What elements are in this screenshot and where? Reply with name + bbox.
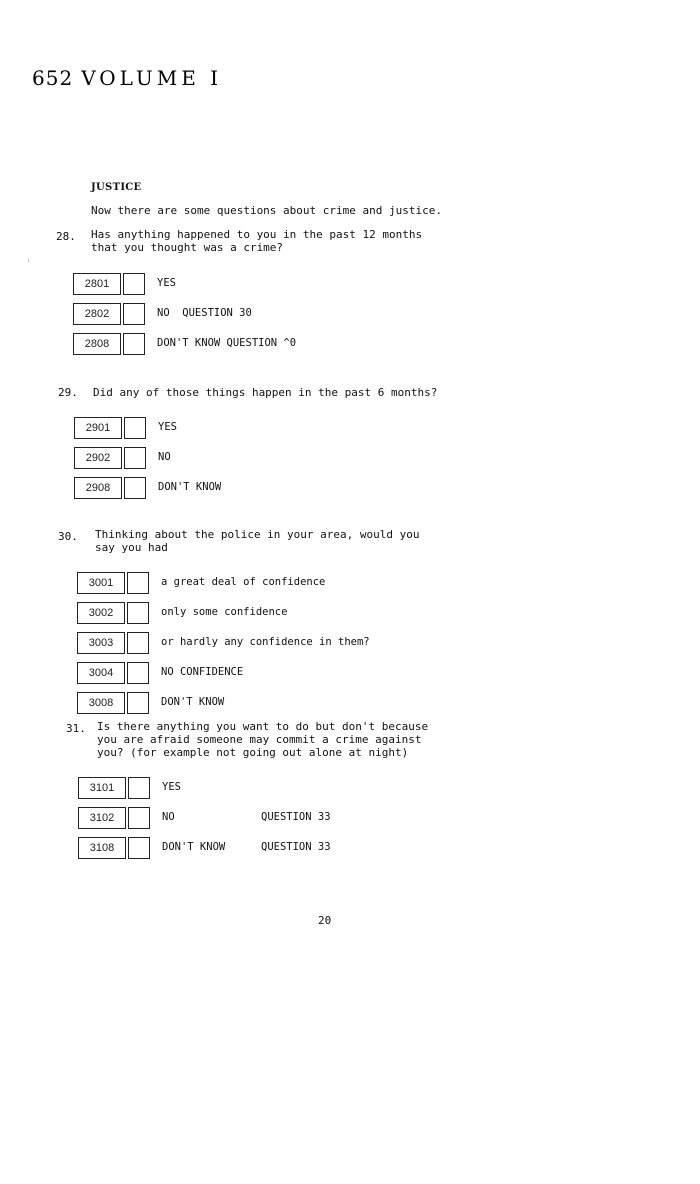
page-number: 20 — [318, 914, 332, 927]
response-code: 2808 — [73, 333, 121, 355]
answer-checkbox[interactable] — [127, 632, 149, 654]
answer-checkbox[interactable] — [124, 417, 146, 439]
response-code: 3101 — [78, 777, 126, 799]
answer-checkbox[interactable] — [127, 662, 149, 684]
running-head — [32, 66, 222, 90]
answer-label: only some confidence — [161, 606, 288, 618]
skip-instruction: QUESTION 33 — [261, 841, 331, 853]
answer-label: DON'T KNOW — [158, 481, 222, 493]
question-number: 31. — [66, 722, 86, 735]
section-intro: Now there are some questions about crime and justice. — [91, 204, 442, 217]
answer-label: DON'T KNOW — [161, 696, 225, 708]
response-code: 3008 — [77, 692, 125, 714]
response-code: 3002 — [77, 602, 125, 624]
response-code: 2802 — [73, 303, 121, 325]
margin-mark — [28, 259, 29, 262]
answer-checkbox[interactable] — [124, 447, 146, 469]
response-code: 3001 — [77, 572, 125, 594]
answer-checkbox[interactable] — [128, 777, 150, 799]
question-number: 29. — [58, 386, 78, 399]
answer-label: a great deal of confidence — [161, 576, 326, 588]
response-code: 2902 — [74, 447, 122, 469]
answer-checkbox[interactable] — [128, 807, 150, 829]
question-text: Thinking about the police in your area, would you say you had — [95, 528, 420, 554]
book-page-number: 652 — [32, 66, 74, 90]
volume-title: VOLUME I — [81, 66, 223, 90]
question-number: 28. — [56, 230, 76, 243]
response-code: 3003 — [77, 632, 125, 654]
answer-label: DON'T KNOW — [162, 841, 226, 853]
answer-checkbox[interactable] — [127, 602, 149, 624]
answer-checkbox[interactable] — [127, 572, 149, 594]
question-number: 30. — [58, 530, 78, 543]
answer-label: or hardly any confidence in them? — [161, 636, 370, 648]
response-code: 3102 — [78, 807, 126, 829]
question-text: Did any of those things happen in the past 6 months? — [93, 386, 438, 399]
answer-checkbox[interactable] — [123, 303, 145, 325]
answer-checkbox[interactable] — [123, 333, 145, 355]
answer-label: NO QUESTION 30 — [157, 307, 252, 319]
answer-label: NO — [162, 811, 175, 823]
answer-label: NO — [158, 451, 171, 463]
question-text: Is there anything you want to do but don't because you are afraid someone may commit a crime against you? (for example not going out alone at night) — [97, 720, 429, 759]
question-text: Has anything happened to you in the past 12 months that you thought was a crime? — [91, 228, 423, 254]
response-code: 3004 — [77, 662, 125, 684]
answer-checkbox[interactable] — [123, 273, 145, 295]
answer-label: NO CONFIDENCE — [161, 666, 244, 678]
response-code: 2908 — [74, 477, 122, 499]
response-code: 3108 — [78, 837, 126, 859]
answer-checkbox[interactable] — [124, 477, 146, 499]
answer-label: YES — [158, 421, 177, 433]
answer-checkbox[interactable] — [127, 692, 149, 714]
skip-instruction: QUESTION 33 — [261, 811, 331, 823]
answer-label: YES — [157, 277, 176, 289]
answer-label: YES — [162, 781, 181, 793]
response-code: 2801 — [73, 273, 121, 295]
response-code: 2901 — [74, 417, 122, 439]
answer-checkbox[interactable] — [128, 837, 150, 859]
section-title: JUSTICE — [91, 182, 142, 193]
answer-label: DON'T KNOW QUESTION ^0 — [157, 337, 297, 349]
